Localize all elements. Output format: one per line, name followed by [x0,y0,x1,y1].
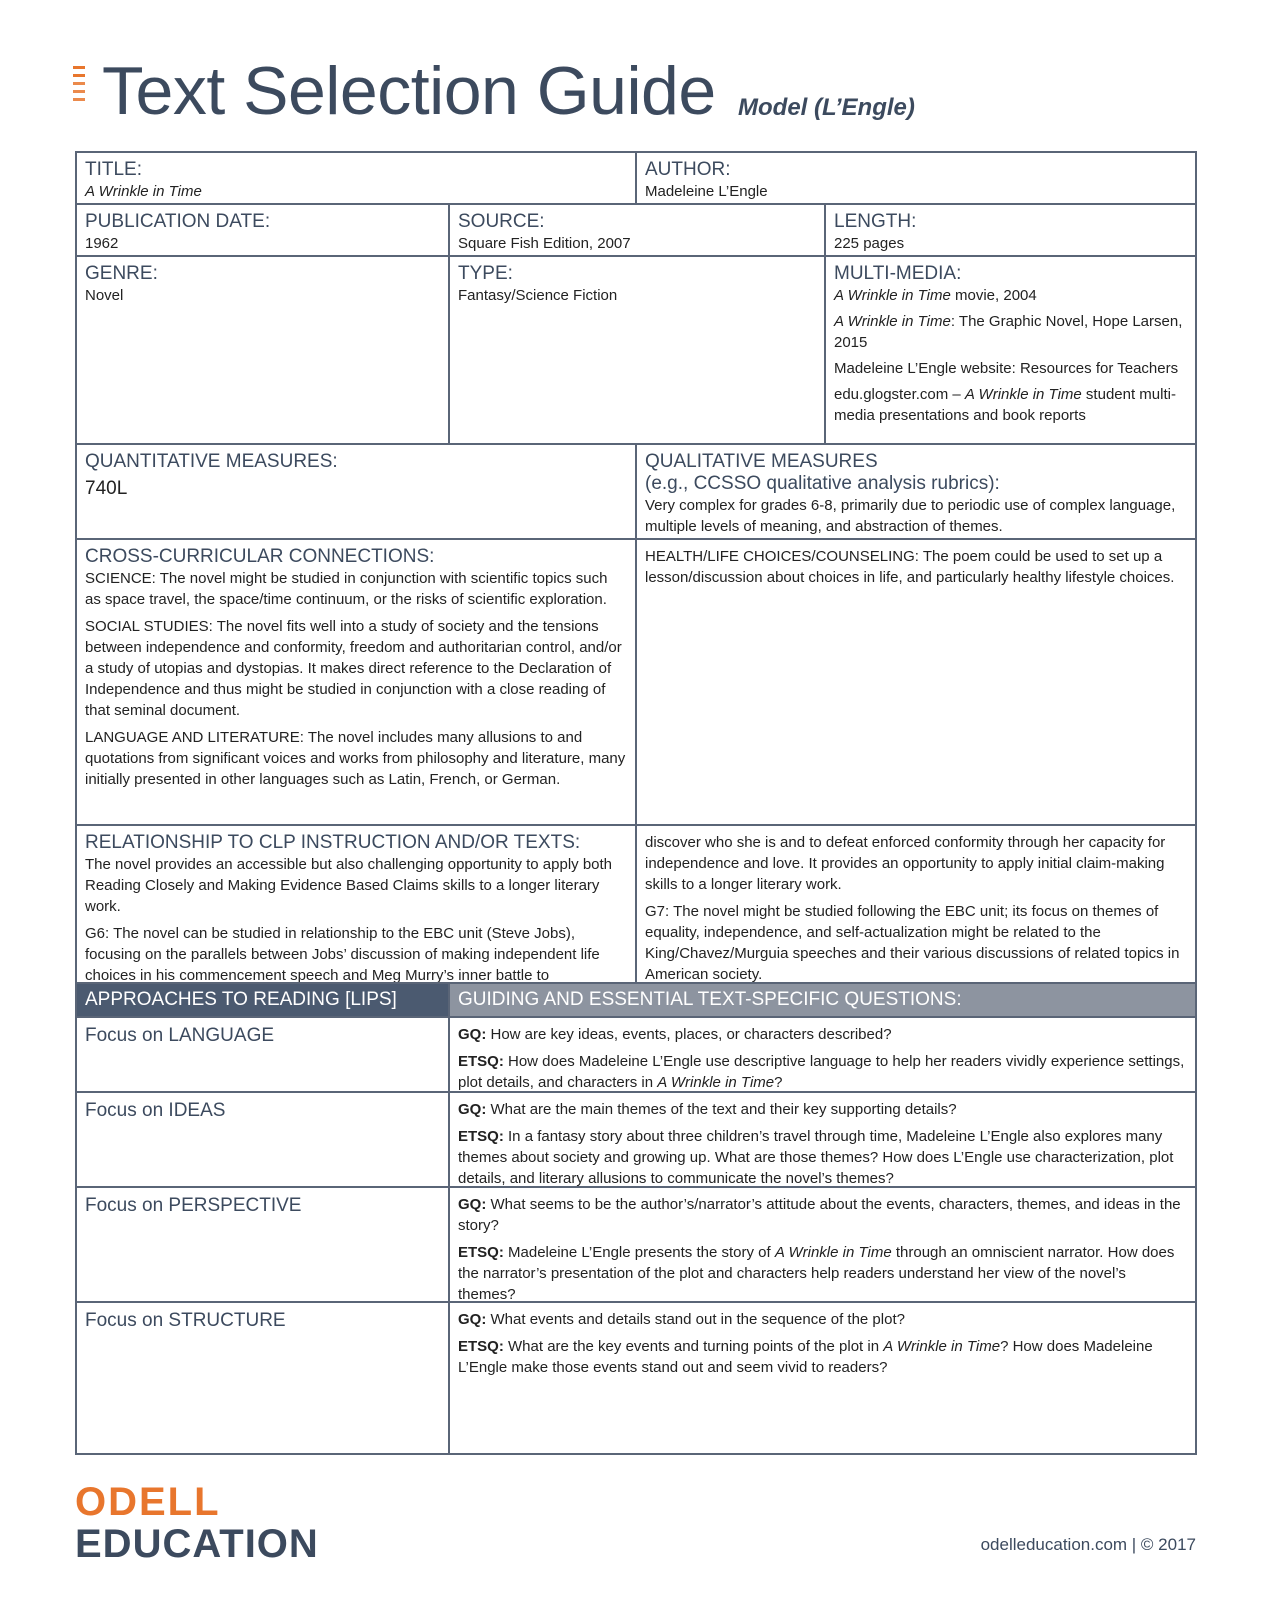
multimedia-cell [826,257,1195,443]
approaches-header: APPROACHES TO READING [LIPS] [77,984,448,1016]
quantitative-value: 740L [85,478,128,499]
questions-header: GUIDING AND ESSENTIAL TEXT-SPECIFIC QUESTIONS: [450,984,1195,1016]
genre-value: Novel [85,287,124,304]
author-value: Madeleine L’Engle [645,183,768,200]
cross-curricular-cell [77,540,635,824]
guiding-question: GQ: What events and details stand out in the sequence of the plot? [458,1311,905,1328]
essential-question: ETSQ: Madeleine L’Engle presents the story of A Wrinkle in Time through an omniscient narrator. How does the narrator’s presentation of the plot and characters help readers understand her view of the novel’s themes? [458,1244,1175,1301]
qualitative-label: QUALITATIVE MEASURES [645,451,878,472]
multimedia-item: A Wrinkle in Time movie, 2004 [834,287,1037,304]
footer-site: odelleducation.com | © 2017 [980,1535,1196,1554]
type-value: Fantasy/Science Fiction [458,287,618,304]
odell-logo-line2: EDUCATION [75,1522,319,1566]
title-cell [77,153,635,203]
relationship-paragraph: discover who she is and to defeat enforced conformity through her capacity for independence and love. It provides an opportunity to apply initial claim-making skills to a longer literary work. [645,834,1166,893]
questions-language [450,1018,1195,1091]
odell-logo-line1: ODELL [75,1480,221,1524]
qualitative-label-sub: (e.g., CCSSO qualitative analysis rubrics): [645,473,1000,494]
questions-perspective [450,1188,1195,1301]
publication-label: PUBLICATION DATE: [85,211,271,232]
genre-cell [77,257,448,443]
source-label: SOURCE: [458,211,545,232]
science-connection: SCIENCE: The novel might be studied in conjunction with scientific topics such as space travel, the space/time continuum, or the risks of scientific exploration. [85,570,608,608]
qualitative-value: Very complex for grades 6-8, primarily due to periodic use of complex language, multiple levels of meaning, and abstraction of themes. [645,497,1176,535]
social-studies-connection: SOCIAL STUDIES: The novel fits well into a study of society and the tensions between independence and conformity, freedom and authoritarian control, and/or a study of utopias and dystopias. It makes direct reference to the Declaration of Independence and thus might be studied in conjunction with a close reading of that seminal document. [85,618,622,719]
source-cell [450,205,824,255]
guiding-question: GQ: What seems to be the author’s/narrator’s attitude about the events, characters, themes, and ideas in the story? [458,1196,1181,1234]
relationship-cell [77,826,635,982]
genre-label: GENRE: [85,263,158,284]
focus-ideas [77,1093,448,1186]
publication-value: 1962 [85,235,119,252]
questions-ideas [450,1093,1195,1186]
selection-grid [75,151,1197,1455]
type-cell [450,257,824,443]
health-connection: HEALTH/LIFE CHOICES/COUNSELING: The poem could be used to set up a lesson/discussion about choices in life, and particularly healthy lifestyle choices. [645,548,1175,586]
focus-structure [77,1303,448,1453]
essential-question: ETSQ: What are the key events and turning points of the plot in A Wrinkle in Time? How does Madeleine L’Engle make those events stand out and seem vivid to readers? [458,1338,1153,1376]
health-cell [637,540,1195,824]
qualitative-cell [637,445,1195,538]
length-cell [826,205,1195,255]
essential-question: ETSQ: How does Madeleine L’Engle use descriptive language to help her readers vividly experience settings, plot details, and characters in A Wrinkle in Time? [458,1053,1185,1091]
focus-label: Focus on IDEAS [85,1100,226,1121]
language-literature-connection: LANGUAGE AND LITERATURE: The novel includes many allusions to and quotations from significant voices and works from philosophy and literature, many initially presented in other languages such as Latin, French, or German. [85,729,626,788]
page-subtitle: Model (L’Engle) [738,94,915,121]
title-value: A Wrinkle in Time [85,183,202,200]
multimedia-item: edu.glogster.com – A Wrinkle in Time student multi-media presentations and book reports [834,386,1176,424]
quantitative-cell [77,445,635,538]
focus-label: Focus on PERSPECTIVE [85,1195,302,1216]
relationship-paragraph: The novel provides an accessible but also challenging opportunity to apply both Reading Closely and Making Evidence Based Claims skills to a longer literary work. [85,856,613,915]
title-accent-bars [73,66,85,106]
relationship-label: RELATIONSHIP TO CLP INSTRUCTION AND/OR TEXTS: [85,832,581,853]
publication-cell [77,205,448,255]
multimedia-label: MULTI-MEDIA: [834,263,962,284]
guiding-question: GQ: What are the main themes of the text and their key supporting details? [458,1101,957,1118]
relationship-paragraph: G6: The novel can be studied in relationship to the EBC unit (Steve Jobs), focusing on the parallels between Jobs’ discussion of making independent life choices in his commencement speech and Meg Murry’s inner battle to [85,925,600,982]
relationship-paragraph: G7: The novel might be studied following the EBC unit; its focus on themes of equality, independence, and self-actualization might be related to the King/Chavez/Murguia speeches and their various discussions of related topics in American society. [645,903,1180,982]
relationship-cell-continued [637,826,1195,982]
page-title: Text Selection Guide [102,53,716,129]
multimedia-item: A Wrinkle in Time: The Graphic Novel, Hope Larsen, 2015 [834,313,1183,351]
questions-structure [450,1303,1195,1453]
guiding-question: GQ: How are key ideas, events, places, or characters described? [458,1026,892,1043]
focus-label: Focus on STRUCTURE [85,1310,286,1331]
cross-curricular-label: CROSS-CURRICULAR CONNECTIONS: [85,546,435,567]
quantitative-label: QUANTITATIVE MEASURES: [85,451,338,472]
source-value: Square Fish Edition, 2007 [458,235,631,252]
author-label: AUTHOR: [645,159,731,180]
title-label: TITLE: [85,159,143,180]
length-label: LENGTH: [834,211,917,232]
focus-language [77,1018,448,1091]
focus-perspective [77,1188,448,1301]
multimedia-item: Madeleine L’Engle website: Resources for Teachers [834,360,1179,377]
essential-question: ETSQ: In a fantasy story about three children’s travel through time, Madeleine L’Engle also explores many themes about society and growing up. What are those themes? How does L’Engle use characterization, plot details, and literary allusions to communicate the novel’s themes? [458,1128,1174,1186]
type-label: TYPE: [458,263,513,284]
author-cell [637,153,1195,203]
length-value: 225 pages [834,235,905,252]
focus-label: Focus on LANGUAGE [85,1025,275,1046]
